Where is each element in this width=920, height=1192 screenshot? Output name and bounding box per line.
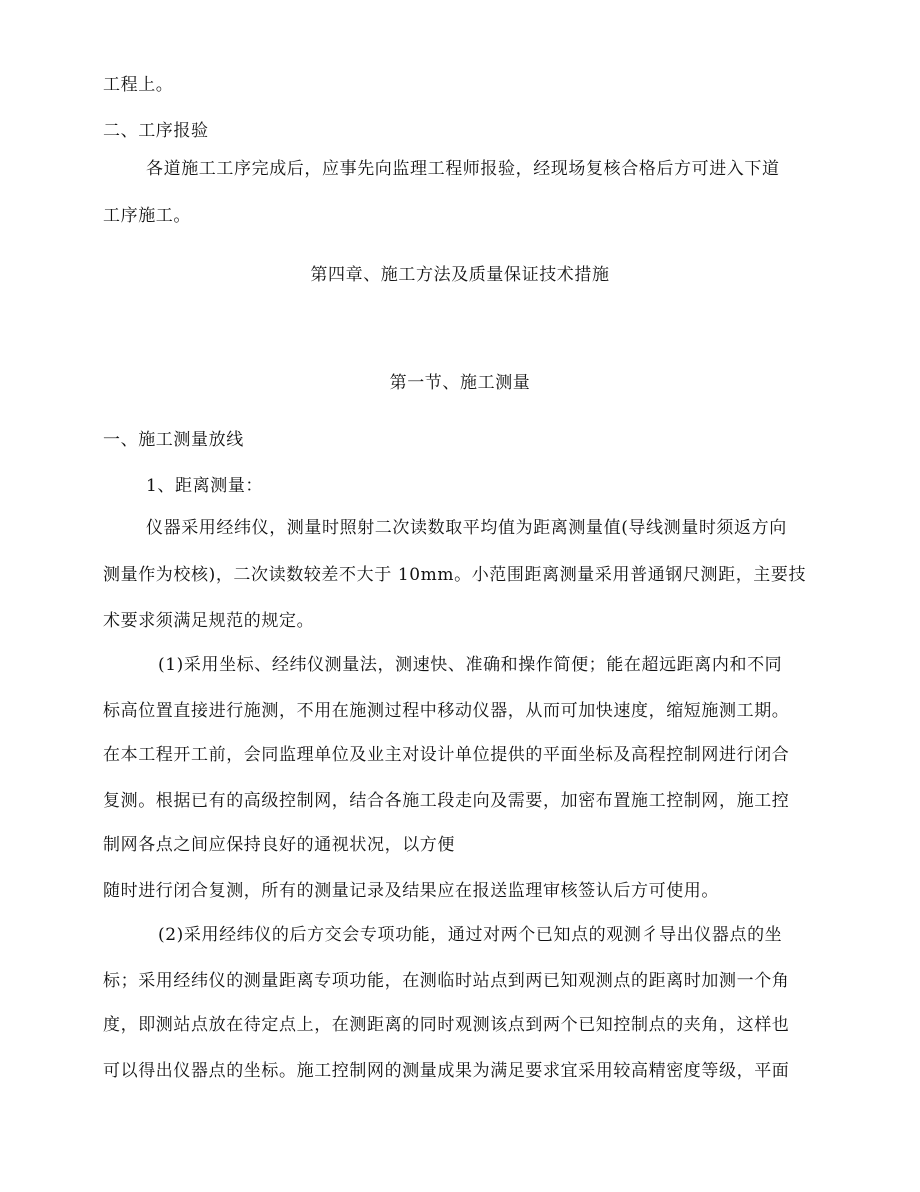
chapter-title: 第四章、施工方法及质量保证技术措施: [310, 265, 610, 285]
paragraph-line: (1)采用坐标、经纬仪测量法，测速快、准确和操作简便；能在超远距离内和不同: [158, 655, 783, 675]
paragraph-line: 可以得出仪器点的坐标。施工控制网的测量成果为满足要求宜采用较高精密度等级，平面: [103, 1061, 790, 1081]
section-title: 第一节、施工测量: [389, 373, 531, 393]
subheading-distance: 1、距离测量：: [146, 476, 264, 496]
paragraph-line: 度，即测站点放在待定点上，在测距离的同时观测该点到两个已知控制点的夹角，这样也: [103, 1015, 790, 1035]
paragraph-line: 复测。根据已有的高级控制网，结合各施工段走向及需要，加密布置施工控制网，施工控: [103, 791, 790, 811]
paragraph-line: 随时进行闭合复测，所有的测量记录及结果应在报送监理审核签认后方可使用。: [103, 881, 719, 901]
paragraph-line: 仪器采用经纬仪，测量时照射二次读数取平均值为距离测量值(导线测量时须返方向: [146, 518, 787, 538]
paragraph-line: 术要求须满足规范的规定。: [103, 611, 315, 631]
paragraph-line: 各道施工工序完成后，应事先向监理工程师报验，经现场复核合格后方可进入下道: [146, 159, 780, 179]
heading-process-inspection: 二、工序报验: [103, 121, 209, 141]
heading-survey-layout: 一、施工测量放线: [103, 430, 244, 450]
paragraph-line: 制网各点之间应保持良好的通视状况，以方便: [103, 835, 455, 855]
paragraph-line: 标；采用经纬仪的测量距离专项功能，在测临时站点到两已知观测点的距离时加测一个角: [103, 971, 790, 991]
paragraph-line: 在本工程开工前，会同监理单位及业主对设计单位提供的平面坐标及高程控制网进行闭合: [103, 745, 790, 765]
paragraph-line: 工序施工。: [103, 206, 191, 226]
paragraph-line: 测量作为校核)，二次读数较差不大于 10mm。小范围距离测量采用普通钢尺测距，主要技: [103, 565, 807, 585]
paragraph-line: (2)采用经纬仪的后方交会专项功能，通过对两个已知点的观测彳导出仪器点的坐: [158, 925, 783, 945]
paragraph-continuation: 工程上。: [103, 75, 174, 95]
paragraph-line: 标高位置直接进行施测，不用在施测过程中移动仪器，从而可加快速度，缩短施测工期。: [103, 701, 790, 721]
